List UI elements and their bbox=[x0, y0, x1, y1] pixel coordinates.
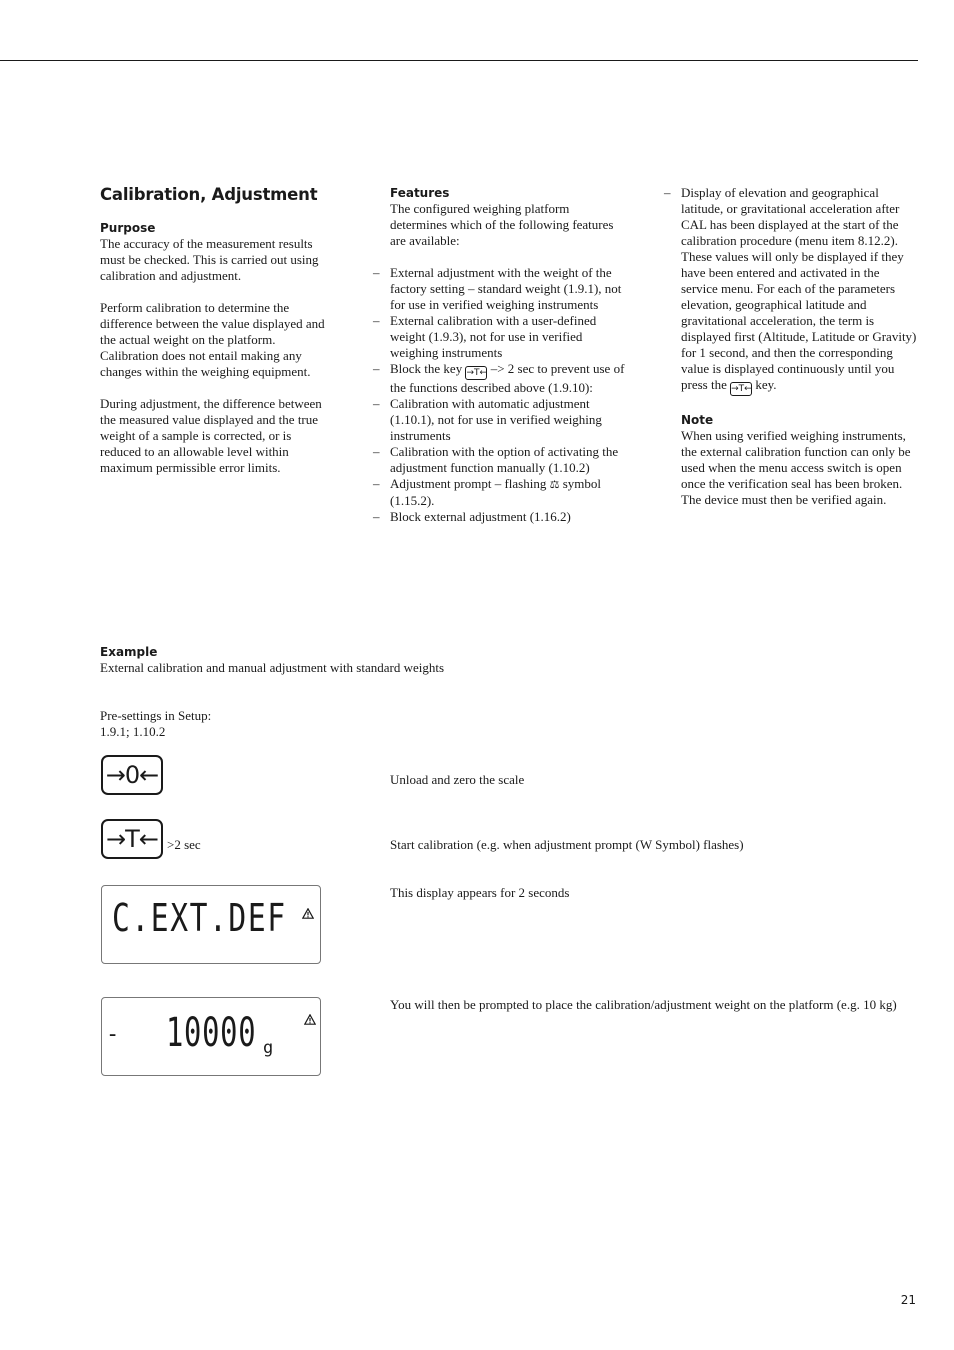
warning-icon bbox=[304, 1014, 316, 1025]
page-number: 21 bbox=[900, 1293, 916, 1307]
list-item: – Adjustment prompt – flashing ⚖ symbol (1.15.2). bbox=[373, 476, 628, 509]
note-text: When using verified weighing instruments, the external calibration function can only be used when the menu access switch is open once the verification seal has been broken. The device must then be verified again. bbox=[681, 428, 911, 507]
example-section bbox=[100, 644, 700, 740]
step-text: Start calibration (e.g. when adjustment prompt (W Symbol) flashes) bbox=[390, 837, 744, 852]
purpose-paragraph: Perform calibration to determine the difference between the value displayed and the actual weight on the platform. Calibration does not entail making any changes within the weighing equipment. bbox=[100, 300, 325, 379]
presettings-label: Pre-settings in Setup: bbox=[100, 708, 212, 723]
tare-key-icon: →T← bbox=[466, 368, 488, 378]
column-purpose bbox=[100, 185, 332, 476]
lcd-readout: 10000 bbox=[166, 1010, 257, 1056]
lcd-sign: - bbox=[106, 1022, 120, 1047]
lcd-display bbox=[101, 997, 321, 1076]
purpose-paragraph: The accuracy of the measurement results must be checked. This is carried out using calibration and adjustment. bbox=[100, 236, 319, 283]
example-subtitle: External calibration and manual adjustment with standard weights bbox=[100, 660, 445, 675]
example-heading: Example bbox=[100, 645, 158, 659]
features-list bbox=[373, 265, 628, 525]
list-item: – External adjustment with the weight of the factory setting – standard weight (1.9.1), not for use in verified weighing instruments bbox=[373, 265, 628, 313]
list-item: – External calibration with a user-defined weight (1.9.3), not for use in verified weighing instruments bbox=[373, 313, 628, 361]
presettings-value: 1.9.1; 1.10.2 bbox=[100, 724, 166, 739]
lcd-readout: C.EXT.DEF bbox=[112, 896, 287, 940]
step-text: Unload and zero the scale bbox=[390, 772, 525, 787]
lcd-unit: g bbox=[263, 1038, 274, 1058]
step-text: This display appears for 2 seconds bbox=[390, 885, 570, 900]
features-heading: Features bbox=[390, 186, 450, 200]
list-item: – Calibration with automatic adjustment (1.10.1), not for use in verified weighing instruments bbox=[373, 396, 628, 444]
step-text: You will then be prompted to place the calibration/adjustment weight on the platform (e.g. 10 kg) bbox=[390, 997, 897, 1012]
list-item: – Block external adjustment (1.16.2) bbox=[373, 509, 628, 525]
step-note: >2 sec bbox=[167, 837, 201, 852]
list-item: – Display of elevation and geographical latitude, or gravitational acceleration after CAL has been displayed at the start of the calibration procedure (menu item 8.12.2). These values will only be displayed if they have been entered and activated in the service menu. For each of the parameters elevation, geographical latitude and gravitational acceleration, the term is displayed first (Altitude, Latitude or Gravity) for 1 second, and then the corresponding value is displayed continuously until you press the →T← key. bbox=[664, 185, 918, 396]
column-display-note bbox=[664, 185, 918, 508]
column-features bbox=[373, 185, 628, 525]
features-intro: The configured weighing platform determines which of the following features are available: bbox=[390, 201, 614, 248]
tare-key-icon: →T← bbox=[731, 384, 752, 394]
note-heading: Note bbox=[681, 413, 714, 427]
header-rule bbox=[0, 60, 918, 61]
lcd-display bbox=[101, 885, 321, 964]
list-item: – Calibration with the option of activating the adjustment function manually (1.10.2) bbox=[373, 444, 628, 476]
warning-icon bbox=[302, 908, 314, 919]
page-title: Calibration, Adjustment bbox=[100, 185, 318, 204]
zero-key-icon: →0← bbox=[101, 755, 163, 795]
purpose-paragraph: During adjustment, the difference between the measured value displayed and the true weight of a sample is corrected, or is reduced to an allowable level within maximum permissible error limits. bbox=[100, 396, 322, 475]
tare-key-icon: →T← bbox=[101, 819, 163, 859]
list-item: – Block the key →T← –> 2 sec to prevent use of the functions described above (1.9.10): bbox=[373, 361, 628, 396]
scale-symbol-icon: ⚖ bbox=[549, 478, 560, 491]
purpose-heading: Purpose bbox=[100, 221, 156, 235]
